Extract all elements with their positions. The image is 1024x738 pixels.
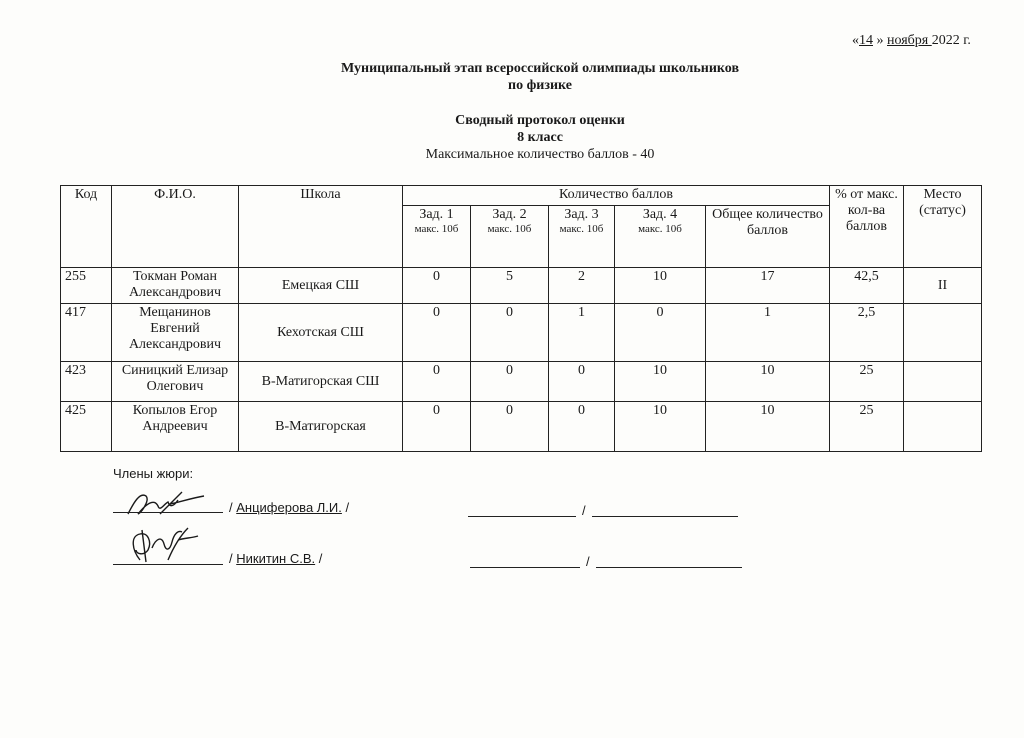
row-task1: 0 [403, 304, 471, 362]
row-school: Емецкая СШ [239, 268, 403, 304]
jury-member-name: Анциферова Л.И. [236, 500, 342, 515]
header-task1: Зад. 1 макс. 10б [403, 206, 471, 268]
row-task4: 10 [615, 362, 706, 402]
row-task4: 10 [615, 268, 706, 304]
row-task4: 0 [615, 304, 706, 362]
row-task2: 5 [471, 268, 549, 304]
row-task1: 0 [403, 362, 471, 402]
row-place [904, 362, 982, 402]
row-place [904, 304, 982, 362]
row-task1: 0 [403, 268, 471, 304]
slash-separator: / [586, 554, 590, 569]
signature-line-1 [113, 512, 223, 513]
date-year: 2022 г. [931, 33, 971, 48]
header-place: Место (статус) [904, 186, 982, 268]
max-score-title: Максимальное количество баллов - 40 [425, 147, 655, 162]
header-scores: Количество баллов [403, 186, 830, 206]
jury-label: Члены жюри: [113, 466, 194, 481]
table-row [61, 362, 982, 402]
header-school: Школа [239, 186, 403, 268]
row-total: 10 [706, 362, 830, 402]
row-place: II [904, 268, 982, 304]
signature-line-blank-3 [470, 567, 580, 568]
row-code: 423 [61, 362, 112, 402]
row-task4: 10 [615, 402, 706, 452]
date-day: 14 [859, 33, 873, 48]
results-table [60, 185, 982, 452]
row-task3: 0 [549, 362, 615, 402]
signature-line-blank-1 [468, 516, 576, 517]
row-total: 17 [706, 268, 830, 304]
header-name: Ф.И.О. [112, 186, 239, 268]
row-task2: 0 [471, 402, 549, 452]
row-code: 417 [61, 304, 112, 362]
jury-member-1: / Анциферова Л.И. / [229, 500, 350, 515]
signature-line-blank-4 [596, 567, 742, 568]
row-task3: 1 [549, 304, 615, 362]
row-school: Кехотская СШ [239, 304, 403, 362]
signature-1-icon [120, 484, 210, 522]
table-row [61, 268, 982, 304]
row-percent: 42,5 [830, 268, 904, 304]
header-total: Общее количество баллов [706, 206, 830, 268]
protocol-date: «14 » ноября 2022 г. [852, 33, 971, 48]
grade-title: 8 класс [517, 130, 563, 145]
row-name: Мещанинов Евгений Александрович [112, 304, 239, 362]
jury-member-name: Никитин С.В. [236, 551, 316, 566]
row-total: 10 [706, 402, 830, 452]
jury-member-2: / Никитин С.В. / [229, 551, 323, 566]
row-name: Токман Роман Александрович [112, 268, 239, 304]
row-task2: 0 [471, 304, 549, 362]
row-school: В-Матигорская [239, 402, 403, 452]
table-row [61, 402, 982, 452]
header-task2: Зад. 2 макс. 10б [471, 206, 549, 268]
header-code: Код [61, 186, 112, 268]
header-percent: % от макс. кол-ва баллов [830, 186, 904, 268]
protocol-title: Сводный протокол оценки [455, 113, 625, 128]
row-task1: 0 [403, 402, 471, 452]
document-titles [0, 60, 1024, 163]
header-task4: Зад. 4 макс. 10б [615, 206, 706, 268]
row-task2: 0 [471, 362, 549, 402]
date-month: ноября [887, 33, 932, 48]
row-task3: 0 [549, 402, 615, 452]
signature-line-2 [113, 564, 223, 565]
table-row [61, 304, 982, 362]
row-percent: 25 [830, 402, 904, 452]
row-name: Копылов Егор Андреевич [112, 402, 239, 452]
row-task3: 2 [549, 268, 615, 304]
row-school: В-Матигорская СШ [239, 362, 403, 402]
row-place [904, 402, 982, 452]
row-code: 255 [61, 268, 112, 304]
signature-2-icon [122, 520, 202, 566]
row-percent: 2,5 [830, 304, 904, 362]
slash-separator: / [582, 503, 586, 518]
row-total: 1 [706, 304, 830, 362]
olympiad-title: Муниципальный этап всероссийской олимпиады школьников [340, 61, 740, 76]
row-name: Синицкий Елизар Олегович [112, 362, 239, 402]
signature-line-blank-2 [592, 516, 738, 517]
header-task3: Зад. 3 макс. 10б [549, 206, 615, 268]
row-percent: 25 [830, 362, 904, 402]
subject-title: по физике [508, 78, 572, 93]
row-code: 425 [61, 402, 112, 452]
